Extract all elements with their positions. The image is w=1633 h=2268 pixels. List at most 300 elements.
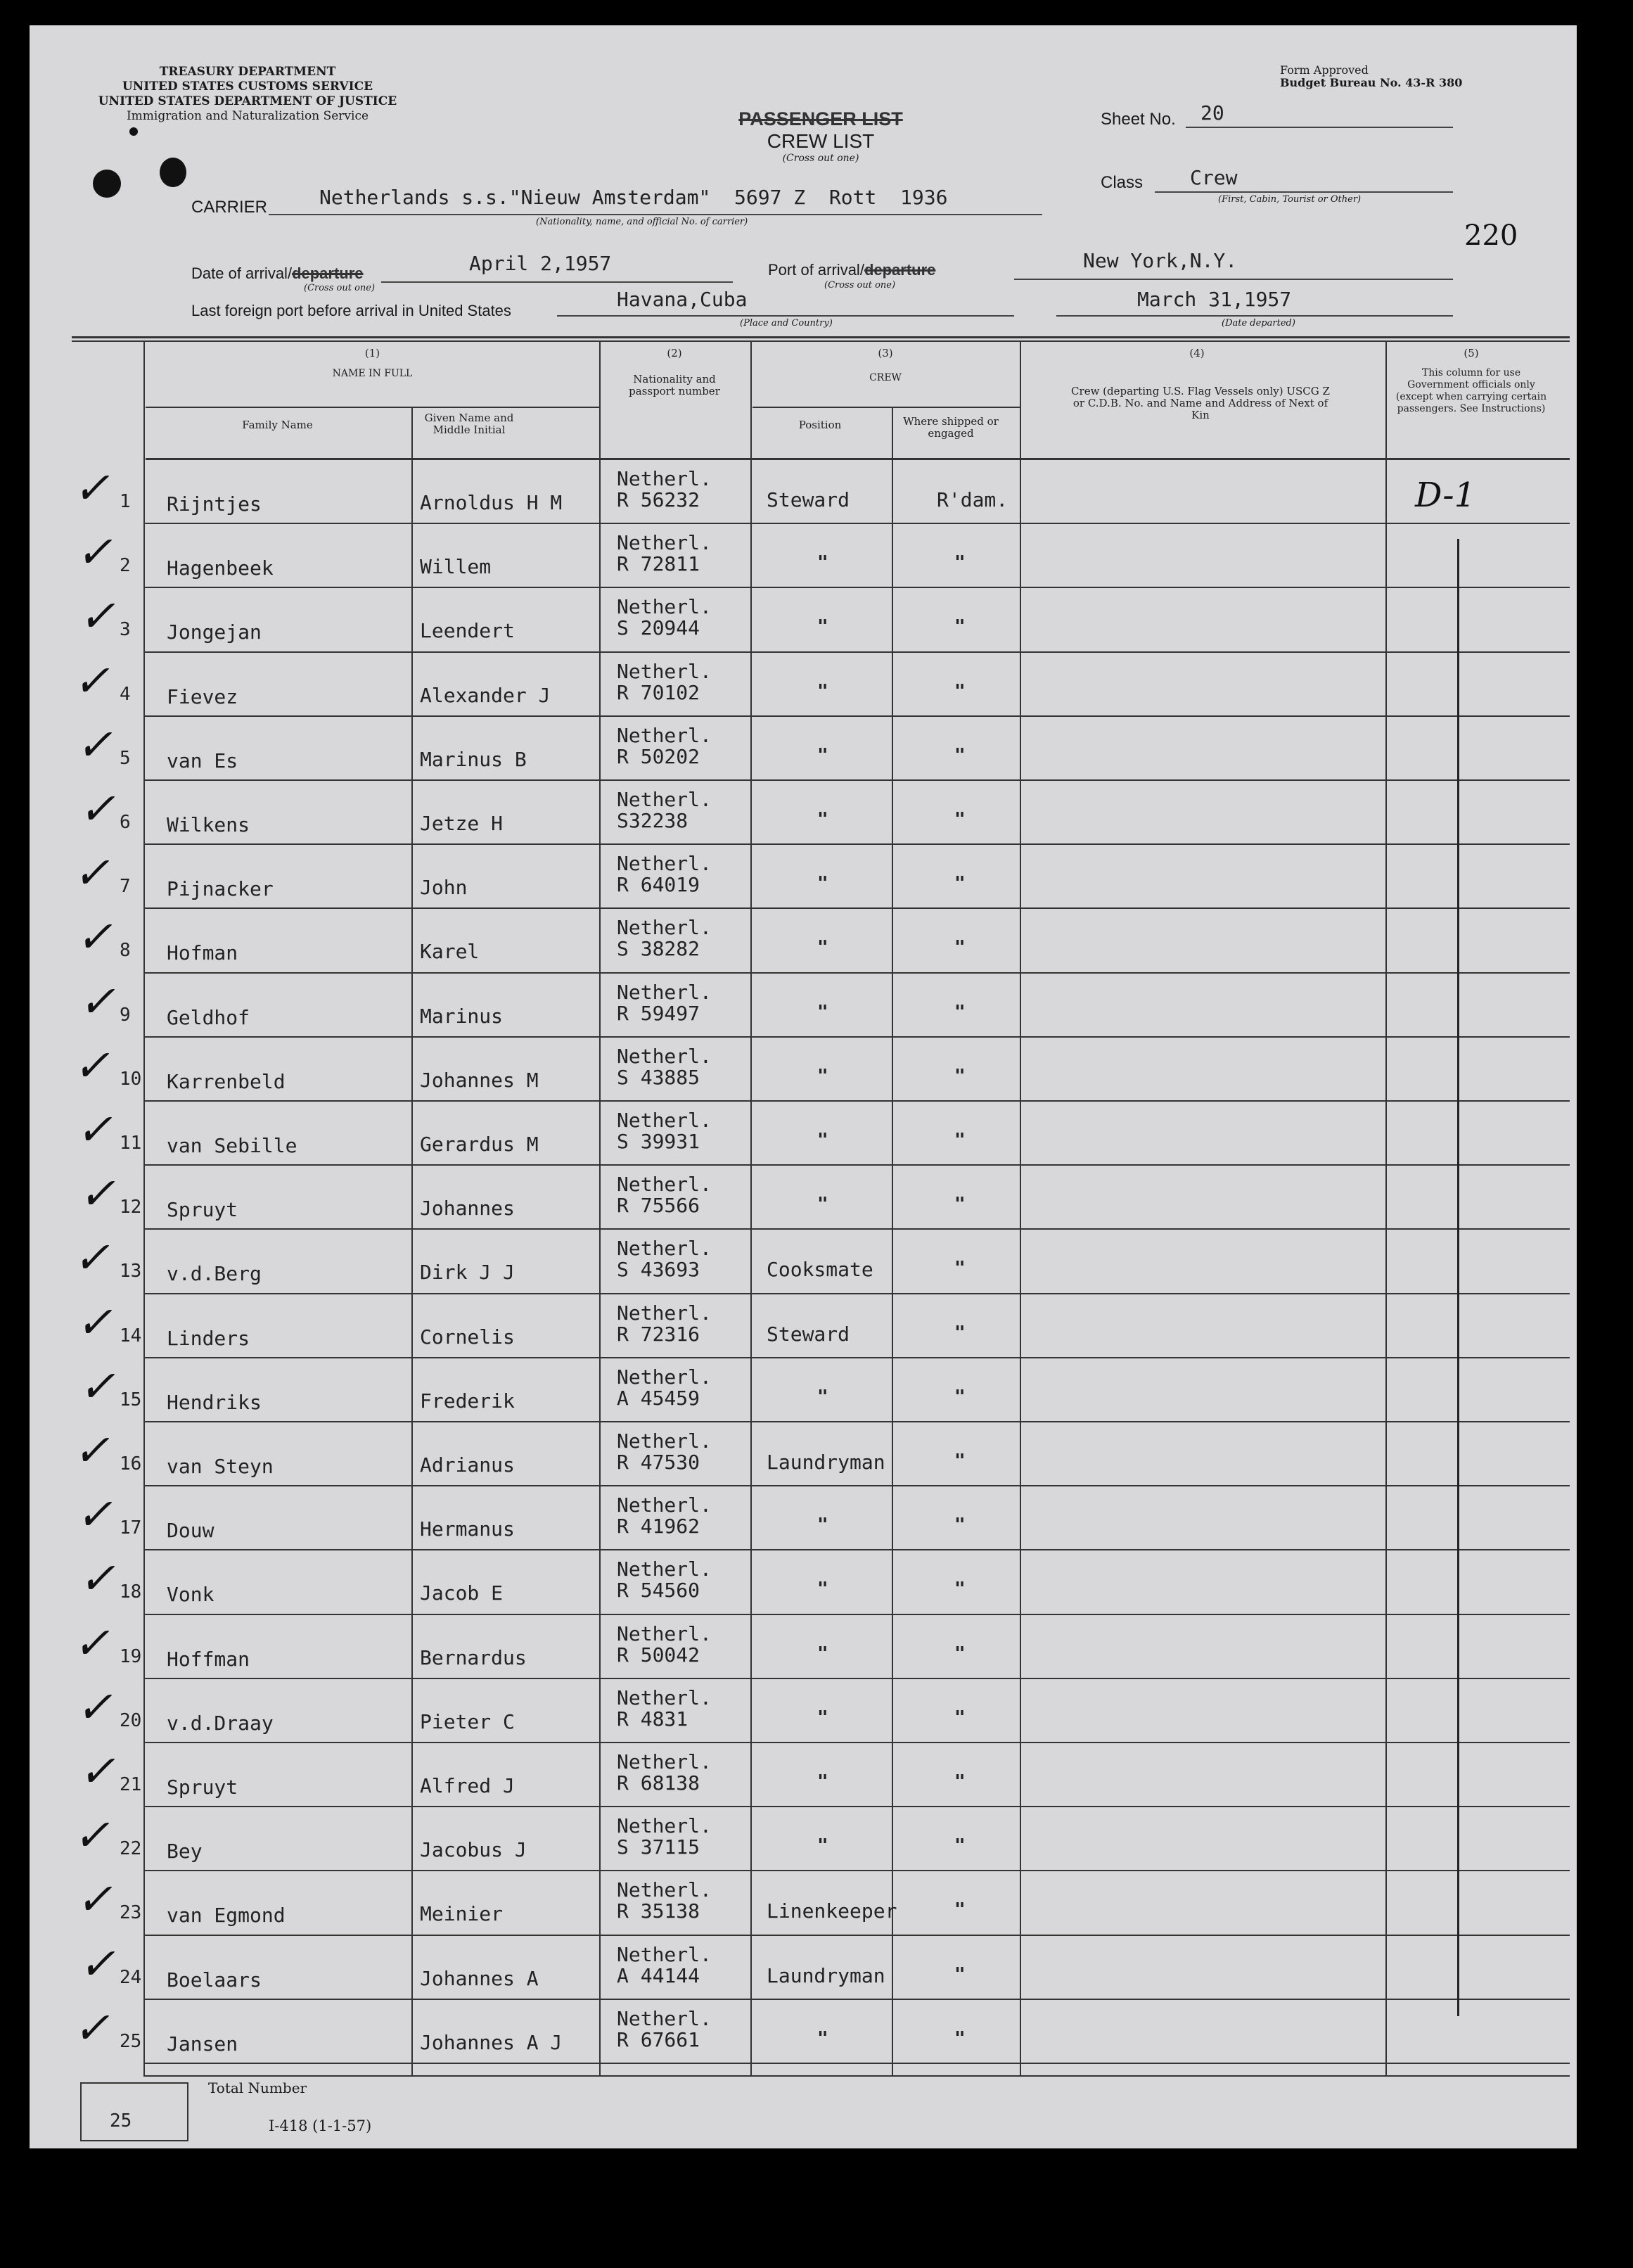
where-shipped: " — [954, 680, 966, 702]
check-mark: ✓ — [76, 718, 113, 770]
total-value: 25 — [110, 2110, 132, 2132]
page-number: 220 — [1464, 219, 1518, 252]
carrier-underline — [269, 214, 1042, 215]
row-rule — [143, 843, 1570, 845]
col4-number: (4) — [1189, 347, 1205, 359]
family-name: Wilkens — [167, 813, 250, 836]
col5-bracket — [1457, 539, 1459, 2016]
position: " — [817, 1579, 828, 1600]
where-shipped: R'dam. — [937, 488, 1008, 511]
col5-annotation: D-1 — [1415, 476, 1476, 515]
row-rule — [143, 1357, 1570, 1358]
row-rule — [143, 1935, 1570, 1936]
row-number: 2 — [120, 555, 131, 577]
row-number: 15 — [120, 1389, 142, 1410]
family-name: Hendriks — [167, 1390, 262, 1414]
form-number: I-418 (1-1-57) — [269, 2117, 372, 2134]
row-number: 8 — [120, 940, 131, 962]
col1-number: (1) — [364, 347, 380, 359]
table-top-rule — [72, 336, 1570, 338]
row-number: 14 — [120, 1325, 142, 1346]
family-name: v.d.Berg — [167, 1262, 262, 1286]
family-name: Linders — [167, 1326, 250, 1350]
given-name: Karel — [420, 940, 480, 964]
row-number: 24 — [120, 1966, 142, 1988]
position: Linenkeeper — [767, 1899, 897, 1923]
row-rule — [143, 972, 1570, 974]
position: Laundryman — [767, 1451, 885, 1474]
row-rule — [143, 1806, 1570, 1807]
row-number: 19 — [120, 1645, 142, 1667]
row-number: 4 — [120, 683, 131, 705]
row-rule — [143, 2063, 1570, 2064]
col-divider-nat — [599, 342, 601, 2076]
ink-blot — [160, 158, 186, 187]
row-rule — [143, 1421, 1570, 1422]
class-value: Crew — [1190, 166, 1238, 189]
where-shipped: " — [954, 1707, 966, 1728]
row-number: 7 — [120, 876, 131, 898]
row-rule — [143, 587, 1570, 588]
where-shipped-header: Where shipped or engaged — [903, 415, 999, 440]
header-bottom-rule — [146, 458, 1570, 460]
arrival-date-struck: departure — [292, 265, 364, 282]
col3-number: (3) — [878, 347, 893, 359]
family-name: Spruyt — [167, 1198, 238, 1222]
nationality: Netherl. — [617, 467, 712, 490]
nationality: Netherl. — [617, 1429, 712, 1453]
document-page — [30, 25, 1577, 2148]
passport-number: R 35138 — [617, 1899, 700, 1923]
ink-blot — [129, 127, 138, 136]
last-port-note: (Place and Country) — [740, 318, 833, 329]
family-name: Karrenbeld — [167, 1069, 286, 1093]
check-mark: ✓ — [73, 1617, 110, 1669]
family-name: Jansen — [167, 2032, 238, 2056]
check-mark: ✓ — [73, 1039, 110, 1091]
header-rule-name — [146, 407, 599, 408]
passport-number: S 39931 — [617, 1130, 700, 1153]
position: " — [817, 809, 828, 830]
where-shipped: " — [954, 1579, 966, 1600]
given-name: Marinus — [420, 1004, 504, 1028]
sheet-underline — [1186, 127, 1453, 128]
form-approval — [1280, 64, 1462, 89]
check-mark: ✓ — [79, 1168, 115, 1220]
row-number: 3 — [120, 619, 131, 641]
position: " — [817, 1515, 828, 1536]
row-rule — [143, 1485, 1570, 1486]
arrival-port-label-text: Port of arrival/ — [768, 261, 864, 279]
where-shipped: " — [954, 1515, 966, 1536]
passport-number: R 67661 — [617, 2027, 700, 2051]
row-rule — [143, 1164, 1570, 1166]
check-mark: ✓ — [76, 1873, 113, 1925]
nationality: Netherl. — [617, 1557, 712, 1581]
nationality: Netherl. — [617, 916, 712, 940]
col2-title: Nationality and passport number — [629, 373, 720, 397]
family-name: Hagenbeek — [167, 556, 274, 580]
table-bottom-rule — [143, 2075, 1570, 2077]
given-name: Gerardus M — [420, 1133, 539, 1156]
col5-title: This column for use Government officials only (except when carrying certain passengers. See Instructions) — [1395, 367, 1547, 414]
col-divider-kin — [1020, 342, 1021, 2076]
passport-number: R 50202 — [617, 744, 700, 768]
nationality: Netherl. — [617, 852, 712, 876]
where-shipped: " — [954, 937, 966, 959]
given-name: Willem — [420, 555, 492, 579]
given-name: Meinier — [420, 1902, 504, 1926]
check-mark: ✓ — [79, 1745, 115, 1797]
where-shipped: " — [954, 1963, 966, 1985]
where-shipped: " — [954, 1194, 966, 1216]
given-name: Alexander J — [420, 683, 551, 707]
row-number: 10 — [120, 1068, 142, 1090]
family-name: Geldhof — [167, 1005, 250, 1029]
check-mark: ✓ — [76, 1296, 113, 1348]
arrival-date-label — [191, 265, 364, 283]
last-port-date-underline — [1056, 315, 1453, 317]
given-name: Alfred J — [420, 1774, 515, 1797]
given-name: John — [420, 876, 468, 900]
position: " — [817, 1643, 828, 1664]
row-rule — [143, 1742, 1570, 1743]
passport-number: R 75566 — [617, 1194, 700, 1218]
check-mark: ✓ — [73, 462, 110, 514]
agency-line-4: Immigration and Naturalization Service — [126, 109, 369, 123]
row-number: 20 — [120, 1709, 142, 1731]
row-rule — [143, 1678, 1570, 1679]
passport-number: A 44144 — [617, 1963, 700, 1987]
col-divider-given — [411, 408, 413, 2075]
given-name: Johannes A — [420, 1966, 539, 1990]
nationality: Netherl. — [617, 1814, 712, 1838]
class-label: Class — [1101, 173, 1144, 192]
col1-title: NAME IN FULL — [332, 368, 413, 379]
row-number: 6 — [120, 812, 131, 833]
passport-number: R 70102 — [617, 680, 700, 704]
passport-number: R 68138 — [617, 1771, 700, 1795]
check-mark: ✓ — [73, 847, 110, 899]
where-shipped: " — [954, 1643, 966, 1664]
check-mark: ✓ — [73, 1809, 110, 1861]
family-name: van Steyn — [167, 1455, 274, 1478]
family-name: Hofman — [167, 941, 238, 965]
where-shipped: " — [954, 873, 966, 895]
passport-number: S 37115 — [617, 1835, 700, 1859]
nationality: Netherl. — [617, 1365, 712, 1389]
row-number: 1 — [120, 491, 131, 512]
col3-title: CREW — [869, 372, 902, 383]
given-name: Jetze H — [420, 812, 504, 835]
passport-number: R 47530 — [617, 1451, 700, 1474]
given-name: Johannes M — [420, 1068, 539, 1092]
where-shipped: " — [954, 2027, 966, 2049]
row-rule — [143, 1228, 1570, 1230]
arrival-port-label — [768, 261, 935, 279]
row-rule — [143, 1999, 1570, 2000]
family-name: Rijntjes — [167, 492, 262, 516]
last-port-value: Havana,Cuba — [617, 288, 748, 311]
passport-number: R 41962 — [617, 1515, 700, 1538]
where-shipped: " — [954, 1258, 966, 1280]
family-name: van Egmond — [167, 1904, 286, 1928]
position: " — [817, 1001, 828, 1023]
row-number: 13 — [120, 1261, 142, 1282]
where-shipped: " — [954, 1065, 966, 1087]
arrival-date-value: April 2,1957 — [469, 252, 612, 275]
family-name: Bey — [167, 1840, 203, 1864]
col2-number: (2) — [667, 347, 682, 359]
position: Laundryman — [767, 1963, 885, 1987]
agency-line-3: UNITED STATES DEPARTMENT OF JUSTICE — [98, 94, 397, 108]
arrival-port-underline — [1014, 279, 1453, 280]
list-type-title: CREW LIST — [767, 130, 875, 152]
position: Steward — [767, 1322, 850, 1346]
given-name: Dirk J J — [420, 1261, 515, 1285]
passport-number: S 43885 — [617, 1065, 700, 1089]
where-shipped: " — [954, 1130, 966, 1151]
check-mark: ✓ — [76, 1104, 113, 1155]
row-rule — [143, 651, 1570, 653]
arrival-date-note: (Cross out one) — [304, 283, 376, 293]
passport-number: S 43693 — [617, 1258, 700, 1282]
given-name: Leendert — [420, 619, 515, 643]
where-shipped: " — [954, 1771, 966, 1792]
check-mark: ✓ — [76, 526, 113, 578]
passport-number: R 64019 — [617, 873, 700, 897]
passport-number: S 20944 — [617, 616, 700, 640]
position-header: Position — [798, 419, 842, 431]
where-shipped: " — [954, 1451, 966, 1472]
arrival-port-value: New York,N.Y. — [1083, 249, 1238, 272]
family-name-header: Family Name — [242, 419, 313, 431]
row-rule — [143, 907, 1570, 909]
check-mark: ✓ — [73, 1232, 110, 1284]
nationality: Netherl. — [617, 1686, 712, 1709]
position: " — [817, 680, 828, 702]
row-number: 23 — [120, 1902, 142, 1924]
position: " — [817, 552, 828, 574]
where-shipped: " — [954, 809, 966, 830]
nationality: Netherl. — [617, 723, 712, 747]
given-name-header: Given Name and Middle Initial — [424, 412, 514, 436]
check-mark: ✓ — [79, 1360, 115, 1412]
given-name: Bernardus — [420, 1645, 527, 1669]
list-type-note: (Cross out one) — [782, 153, 859, 164]
nationality: Netherl. — [617, 1878, 712, 1902]
arrival-date-label-text: Date of arrival/ — [191, 265, 293, 282]
given-name: Hermanus — [420, 1517, 515, 1541]
family-name: Hoffman — [167, 1647, 250, 1671]
row-number: 21 — [120, 1774, 142, 1795]
nationality: Netherl. — [617, 1750, 712, 1773]
family-name: Vonk — [167, 1583, 214, 1607]
ink-blot — [93, 170, 121, 198]
family-name: v.d.Draay — [167, 1711, 274, 1735]
sheet-label: Sheet No. — [1101, 110, 1176, 129]
check-mark: ✓ — [79, 783, 115, 834]
row-rule — [143, 523, 1570, 524]
carrier-value: Netherlands s.s."Nieuw Amsterdam" 5697 Z Rott 1936 — [319, 186, 948, 209]
given-name: Arnoldus H M — [420, 491, 563, 514]
position: " — [817, 1386, 828, 1408]
list-type-struck: PASSENGER LIST — [738, 108, 903, 129]
where-shipped: " — [954, 1899, 966, 1921]
row-number: 25 — [120, 2030, 142, 2052]
family-name: van Es — [167, 748, 238, 772]
nationality: Netherl. — [617, 2006, 712, 2030]
total-label: Total Number — [208, 2079, 307, 2096]
nationality: Netherl. — [617, 1173, 712, 1197]
nationality: Netherl. — [617, 788, 712, 811]
check-mark: ✓ — [76, 1489, 113, 1541]
row-rule — [143, 1614, 1570, 1615]
col-divider-crew — [750, 342, 752, 2076]
table-top-rule-2 — [72, 340, 1570, 342]
nationality: Netherl. — [617, 1237, 712, 1261]
position: " — [817, 616, 828, 638]
sheet-value: 20 — [1200, 101, 1224, 125]
where-shipped: " — [954, 552, 966, 574]
row-number: 22 — [120, 1838, 142, 1860]
col4-title: Crew (departing U.S. Flag Vessels only) USCG Z or C.D.B. No. and Name and Address of Next of Kin — [1071, 385, 1330, 421]
arrival-port-struck: departure — [864, 261, 936, 279]
agency-header — [79, 65, 416, 124]
total-box — [80, 2082, 188, 2141]
form-approval-line-2: Budget Bureau No. 43-R 380 — [1280, 76, 1463, 89]
position: " — [817, 873, 828, 895]
family-name: Boelaars — [167, 1968, 262, 1992]
arrival-date-underline — [381, 281, 733, 283]
last-port-underline — [557, 315, 1014, 317]
row-number: 16 — [120, 1453, 142, 1474]
given-name: Jacobus J — [420, 1838, 527, 1862]
passport-number: S 38282 — [617, 937, 700, 961]
position: " — [817, 1771, 828, 1792]
family-name: Spruyt — [167, 1776, 238, 1799]
family-name: Douw — [167, 1519, 214, 1543]
row-rule — [143, 715, 1570, 717]
arrival-port-note: (Cross out one) — [824, 280, 896, 291]
position: " — [817, 2027, 828, 2049]
passport-number: S32238 — [617, 809, 689, 832]
class-note: (First, Cabin, Tourist or Other) — [1218, 194, 1362, 205]
where-shipped: " — [954, 1001, 966, 1023]
position: " — [817, 1194, 828, 1216]
check-mark: ✓ — [73, 654, 110, 706]
where-shipped: " — [954, 616, 966, 638]
position: " — [817, 1707, 828, 1728]
position: Steward — [767, 488, 850, 511]
passport-number: R 72811 — [617, 552, 700, 576]
agency-line-2: UNITED STATES CUSTOMS SERVICE — [122, 79, 373, 94]
col-divider-where — [892, 408, 893, 2075]
last-port-label: Last foreign port before arrival in United States — [191, 302, 511, 319]
passport-number: R 54560 — [617, 1579, 700, 1603]
given-name: Frederik — [420, 1389, 515, 1413]
where-shipped: " — [954, 1386, 966, 1408]
check-mark: ✓ — [76, 1681, 113, 1733]
nationality: Netherl. — [617, 1622, 712, 1645]
form-approval-line-1: Form Approved — [1280, 63, 1369, 77]
position: " — [817, 744, 828, 766]
nationality: Netherl. — [617, 1493, 712, 1517]
col5-number: (5) — [1464, 347, 1479, 359]
passport-number: R 59497 — [617, 1001, 700, 1025]
carrier-label: CARRIER — [191, 198, 268, 217]
where-shipped: " — [954, 1835, 966, 1857]
where-shipped: " — [954, 744, 966, 766]
given-name: Jacob E — [420, 1581, 504, 1605]
row-rule — [143, 779, 1570, 781]
last-port-date-value: March 31,1957 — [1137, 288, 1292, 311]
list-type — [662, 108, 979, 164]
family-name: Pijnacker — [167, 877, 274, 901]
col-divider-official — [1385, 342, 1387, 2076]
row-number: 5 — [120, 747, 131, 769]
passport-number: R 50042 — [617, 1643, 700, 1667]
nationality: Netherl. — [617, 1109, 712, 1132]
row-number: 18 — [120, 1581, 142, 1603]
row-rule — [143, 1870, 1570, 1871]
given-name: Johannes A J — [420, 2030, 563, 2054]
check-mark: ✓ — [73, 2001, 110, 2053]
check-mark: ✓ — [79, 1553, 115, 1605]
passport-number: R 56232 — [617, 488, 700, 511]
given-name: Cornelis — [420, 1325, 515, 1349]
check-mark: ✓ — [76, 911, 113, 963]
last-port-date-note: (Date departed) — [1222, 318, 1295, 329]
given-name: Adrianus — [420, 1453, 515, 1477]
class-underline — [1155, 191, 1453, 193]
header-rule-crew — [753, 407, 1020, 408]
given-name: Johannes — [420, 1197, 515, 1221]
row-number: 17 — [120, 1517, 142, 1539]
nationality: Netherl. — [617, 1044, 712, 1068]
nationality: Netherl. — [617, 1301, 712, 1325]
agency-line-1: TREASURY DEPARTMENT — [159, 65, 336, 79]
nationality: Netherl. — [617, 531, 712, 555]
check-mark: ✓ — [79, 1937, 115, 1989]
given-name: Marinus B — [420, 747, 527, 771]
position: " — [817, 1065, 828, 1087]
row-rule — [143, 1100, 1570, 1102]
row-rule — [143, 1293, 1570, 1294]
row-rule — [143, 1036, 1570, 1038]
family-name: Jongejan — [167, 620, 262, 644]
position: " — [817, 937, 828, 959]
row-number: 9 — [120, 1004, 131, 1026]
nationality: Netherl. — [617, 980, 712, 1004]
check-mark: ✓ — [79, 590, 115, 642]
row-number: 12 — [120, 1197, 142, 1218]
nationality: Netherl. — [617, 1942, 712, 1966]
position: " — [817, 1835, 828, 1857]
passport-number: A 45459 — [617, 1386, 700, 1410]
passport-number: R 72316 — [617, 1322, 700, 1346]
family-name: Fievez — [167, 684, 238, 708]
check-mark: ✓ — [79, 975, 115, 1027]
passport-number: R 4831 — [617, 1707, 689, 1731]
position: Cooksmate — [767, 1258, 873, 1282]
left-border — [143, 342, 145, 2076]
where-shipped: " — [954, 1322, 966, 1344]
given-name: Pieter C — [420, 1709, 515, 1733]
nationality: Netherl. — [617, 595, 712, 619]
position: " — [817, 1130, 828, 1151]
carrier-note: (Nationality, name, and official No. of carrier) — [536, 217, 748, 227]
